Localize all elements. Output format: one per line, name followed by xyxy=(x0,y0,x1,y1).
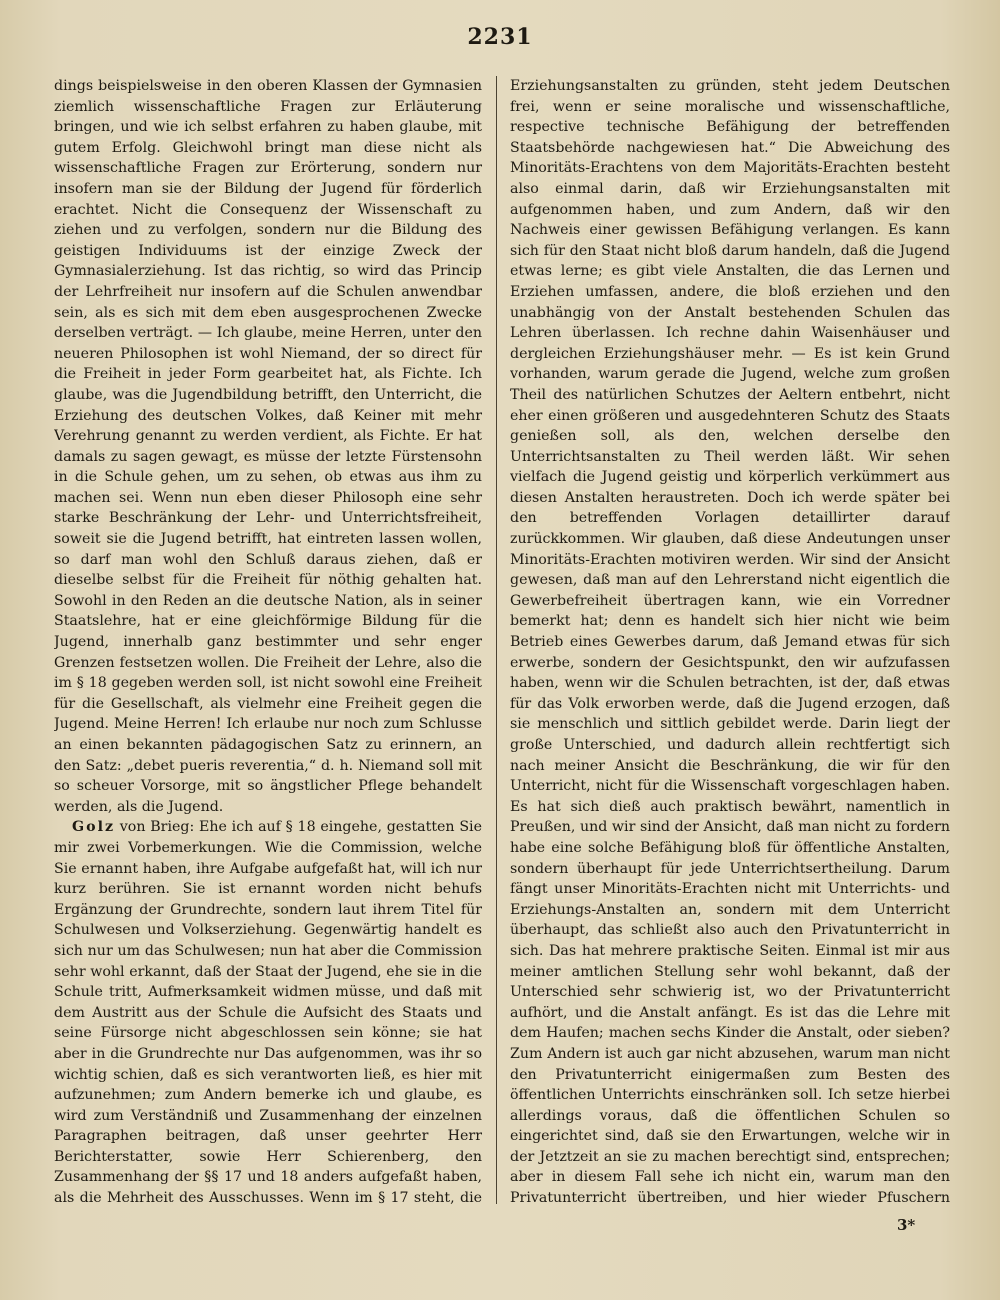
column-divider xyxy=(496,76,497,1204)
speech-paragraph-continued: Erziehungsanstalten zu gründen, steht jedem Deutschen frei, wenn er seine moralische und wissenschaftliche, respective technische Befähigung der betreffenden Staatsbehörde nachgewiesen hat.“ Die Abweichung des Minoritäts-Erachtens von dem Majoritäts-Erachten besteht also einmal darin, daß wir Erziehungsanstalten mit aufgenommen haben, und zum Andern, daß wir den Nachweis einer gewissen Befähigung verlangen. Es kann sich für den Staat nicht bloß darum handeln, daß die Jugend etwas lerne; es gibt viele Anstalten, die das Lernen und Erziehen umfassen, andere, die bloß erziehen und den unabhängig von der Anstalt bestehenden Schulen das Lehren überlassen. Ich rechne dahin Waisenhäuser und dergleichen Erziehungshäuser mehr. — Es ist kein Grund vorhanden, warum gerade die Jugend, welche zum großen Theil des natürlichen Schutzes der Aeltern entbehrt, nicht eher einen größeren und ausgedehnteren Schutz des Staats genießen soll, als den, welchen derselbe den Unterrichtsanstalten zu Theil werden läßt. Wir sehen vielfach die Jugend geistig und körperlich verkümmert aus diesen Anstalten heraustreten. Doch ich werde später bei den betreffenden Vorlagen detaillirter darauf zurückkommen. Wir glauben, daß diese Andeutungen unser Minoritäts-Erachten motiviren werden. Wir sind der Ansicht gewesen, daß man auf den Lehrerstand nicht eigentlich die Gewerbefreiheit übertragen kann, wie ein Vorredner bemerkt hat; denn es handelt sich hier nicht wie beim Betrieb eines Gewerbes darum, daß Jemand etwas für sich erwerbe, sondern der Gesichtspunkt, den wir aufzufassen haben, wenn wir die Schulen betrachten, ist der, daß etwas für das Volk erworben werde, daß die Jugend erzogen, daß sie menschlich und sittlich gebildet werde. Darin liegt der große Unterschied, und dadurch allein rechtfertigt sich nach meiner Ansicht die Beschränkung, die wir für den Unterricht, nicht für die Wissenschaft vorgeschlagen haben. Es hat sich dieß auch praktisch bewährt, namentlich in Preußen, und wir sind der Ansicht, daß man nicht zu fordern habe eine solche Befähigung bloß für öffentliche Anstalten, sondern überhaupt für jede Unterrichtsertheilung. Darum fängt unser Minoritäts-Erachten nicht mit Unterrichts- und Erziehungs-Anstalten an, sondern mit dem Unterricht überhaupt, das schließt also auch den Privatunterricht in sich. Das hat mehrere praktische Seiten. Einmal ist mir aus meiner amtlichen Stellung sehr wohl bekannt, daß der Unterschied sehr schwierig ist, wo der Privatunterricht aufhört, und die Anstalt anfängt. Es ist das die Lehre mit dem Haufen; machen sechs Kinder die Anstalt, oder sieben? Zum Andern ist auch gar nicht abzusehen, warum man nicht den Privatunterricht einigermaßen zum Besten des öffentlichen Unterrichts einschränken soll. Ich setze hierbei allerdings voraus, daß die öffentlichen Schulen so eingerichtet sind, daß sie den Erwartungen, welche wir in der Jetztzeit an sie zu machen berechtigt sind, entsprechen; aber in diesem Fall sehe ich nicht ein, warum man den Privatunterricht übertreiben, und hier wieder Pfuschern xyxy=(510,78,950,1207)
speech-paragraph-golz xyxy=(54,817,482,1211)
left-column xyxy=(54,76,482,1211)
page-number: 2231 xyxy=(467,24,533,50)
printer-signature-mark: 3* xyxy=(897,1216,916,1234)
speech-paragraph: dings beispielsweise in den oberen Klassen der Gymnasien ziemlich wissenschaftliche Fragen zur Erläuterung bringen, und wie ich selbst erfahren zu haben glaube, mit gutem Erfolg. Gleichwohl bringt man diese nicht als wissenschaftliche Fragen zur Erörterung, sondern nur insofern man sie der Bildung der Jugend für förderlich erachtet. Nicht die Consequenz der Wissenschaft zu ziehen und zu verfolgen, sondern nur die Bildung des geistigen Individuums ist der einzige Zweck der Gymnasialerziehung. Ist das richtig, so wird das Princip der Lehrfreiheit nur insofern auf die Schulen anwendbar sein, als es sich mit dem eben ausgesprochenen Zwecke derselben verträgt. — Ich glaube, meine Herren, unter den neueren Philosophen ist wohl Niemand, der so direct für die Freiheit in jeder Form gearbeitet hat, als Fichte. Ich glaube, was die Jugendbildung betrifft, den Unterricht, die Erziehung des deutschen Volkes, daß Keiner mit mehr Verehrung genannt zu werden verdient, als Fichte. Er hat damals zu sagen gewagt, es müsse der letzte Fürstensohn in die Schule gehen, um zu sehen, ob etwas aus ihm zu machen sei. Wenn nun eben dieser Philosoph eine sehr starke Beschränkung der Lehr- und Unterrichtsfreiheit, soweit sie die Jugend betrifft, hat eintreten lassen wollen, so darf man wohl den Schluß daraus ziehen, daß er dieselbe selbst für die Freiheit für nöthig gehalten hat. Sowohl in den Reden an die deutsche Nation, als in seiner Staatslehre, hat er eine gleichförmige Bildung für die Jugend, innerhalb ganz bestimmter und sehr enger Grenzen festsetzen wollen. Die Freiheit der Lehre, also die im § 18 gegeben werden soll, ist nicht sowohl eine Freiheit für die Gesellschaft, als vielmehr eine Freiheit gegen die Jugend. Meine Herren! Ich erlaube nur noch zum Schlusse an einen bekannten pädagogischen Satz zu erinnern, an den Satz: „debet pueris reverentia,“ d. h. Niemand soll mit so scheuer Vorsorge, mit so ängstlicher Pflege behandelt werden, als die Jugend. xyxy=(54,78,482,815)
speech-text: von Brieg: Ehe ich auf § 18 eingehe, gestatten Sie mir zwei Vorbemerkungen. Wie die Commission, welche Sie ernannt haben, ihre Aufgabe aufgefaßt hat, will ich nur kurz berühren. Sie ist ernannt worden nicht behufs Ergänzung der Grundrechte, sondern laut ihrem Titel für Schulwesen und Volkserziehung. Gegenwärtig handelt es sich nur um das Schulwesen; nun hat aber die Commission sehr wohl erkannt, daß der Staat der Jugend, ehe sie in die Schule tritt, Aufmerksamkeit widmen müsse, und daß mit dem Austritt aus der Schule die Aufsicht des Staats und seine Fürsorge nicht abgeschlossen sein könne; sie hat aber in die Grundrechte nur Das aufgenommen, was ihr so wichtig schien, daß es sich verantworten ließ, es hier mit aufzunehmen; zum Andern bemerke ich und glaube, es wird zum Verständniß und Zusammenhang der einzelnen Paragraphen beitragen, daß unser geehrter Herr Berichterstatter, sowie Herr Schierenberg, den Zusammenhang der §§ 17 und 18 anders aufgefaßt haben, als die Mehrheit des Ausschusses. Wenn im § 17 steht, die xyxy=(54,819,482,1207)
speaker-name: Golz xyxy=(72,819,116,836)
right-column xyxy=(510,76,950,1211)
